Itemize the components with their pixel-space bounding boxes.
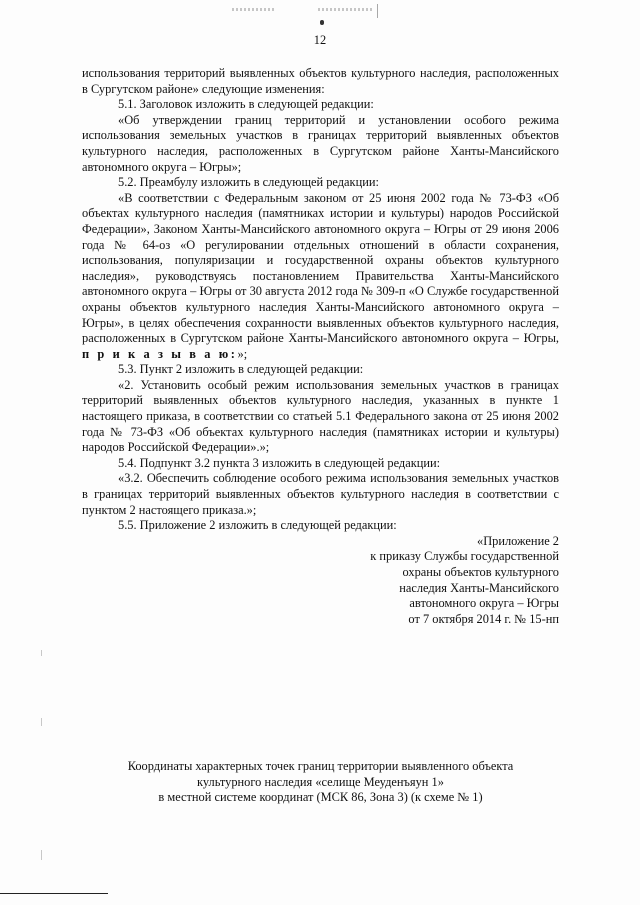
scan-artifact [232, 8, 276, 11]
appendix-line: автономного округа – Югры [409, 596, 559, 611]
paragraph-5-2 [82, 175, 559, 191]
scan-edge-line [0, 893, 108, 894]
paragraph-preamble [82, 191, 559, 363]
paragraph-5-4 [82, 456, 559, 472]
scan-artifact [377, 4, 378, 18]
paragraph-5-3 [82, 362, 559, 378]
paragraph-text: 5.4. Подпункт 3.2 пункта 3 изложить в следующей редакции: [118, 455, 441, 470]
coordinates-title [82, 759, 559, 806]
paragraph-5-1-text [82, 113, 559, 175]
paragraph-5-3-text [82, 378, 559, 456]
paragraph-text: 5.2. Преамбулу изложить в следующей редакции: [118, 175, 379, 190]
order-emphasis: п р и к а з ы в а ю: [82, 346, 238, 361]
paragraph-text: 5.3. Пункт 2 изложить в следующей редакции: [118, 362, 364, 377]
appendix-line: от 7 октября 2014 г. № 15-нп [408, 611, 559, 626]
paragraph-5-4-text [82, 471, 559, 518]
paragraph-text: 5.5. Приложение 2 изложить в следующей редакции: [118, 518, 397, 533]
page-number: 12 [313, 33, 327, 47]
paragraph-text: использования территорий выявленных объектов культурного наследия, расположенных в Сургутском районе» следующие изменения: [82, 66, 559, 96]
scan-artifact [41, 718, 42, 726]
paragraph-5-1 [82, 97, 559, 113]
paragraph-intro [82, 66, 559, 97]
paragraph-text: «Об утверждении границ территорий и установлении особого режима использования земельных участков в границах территорий выявленных объектов культурного наследия, расположенных в Сургутском районе Ханты-Мансийского автономного округа – Югры»; [82, 112, 559, 174]
document-body [82, 66, 559, 627]
scan-artifact [320, 20, 324, 25]
paragraph-5-5 [82, 518, 559, 534]
coordinates-title-line: Координаты характерных точек границ территории выявленного объекта [127, 759, 514, 773]
scan-artifact [318, 8, 372, 11]
coordinates-title-line: в местной системе координат (МСК 86, Зона 3) (к схеме № 1) [158, 790, 483, 805]
appendix-line: «Приложение 2 [477, 533, 559, 548]
paragraph-text: «2. Установить особый режим использования земельных участков в границах территорий выявленных объектов культурного наследия, указанных в пункте 1 настоящего приказа, в соответствии со статьей 5.1 Федерального закона от 25 июня 2002 года № 73-ФЗ «Об объектах культурного наследия (памятниках истории и культуры) народов Российской Федерации».»; [82, 377, 559, 455]
scan-artifact [41, 850, 42, 860]
scan-artifact [41, 650, 42, 656]
paragraph-tail: »; [237, 346, 248, 361]
appendix-header [82, 534, 559, 628]
appendix-line: наследия Ханты-Мансийского [399, 580, 559, 595]
coordinates-title-line: культурного наследия «селище Меуденъяун 1» [197, 774, 444, 789]
paragraph-text: «3.2. Обеспечить соблюдение особого режима использования земельных участков в границах территорий выявленных объектов культурного наследия в соответствии с пунктом 2 настоящего приказа.»; [82, 471, 559, 517]
paragraph-text: «В соответствии с Федеральным законом от 25 июня 2002 года № 73-ФЗ «Об объектах культурного наследия (памятниках истории и культуры) народов Российской Федерации», Законом Ханты-Мансийского автономного округа – Югры от 29 июня 2006 года № 64-оз «О регулировании отдельных отношений в области сохранения, использования, популяризации и государственной охраны объектов культурного наследия», руководствуясь постановлением Правительства Ханты-Мансийского автономного округа – Югры от 30 августа 2012 года № 309-п «О Службе государственной охраны объектов культурного наследия Ханты-Мансийского автономного округа – Югры», в целях обеспечения сохранности выявленных объектов культурного наследия, расположенных в Сургутском районе Ханты-Мансийского автономного округа – Югры, [82, 190, 559, 346]
appendix-line: охраны объектов культурного [402, 565, 559, 579]
paragraph-text: 5.1. Заголовок изложить в следующей редакции: [118, 97, 374, 112]
appendix-line: к приказу Службы государственной [370, 549, 559, 564]
